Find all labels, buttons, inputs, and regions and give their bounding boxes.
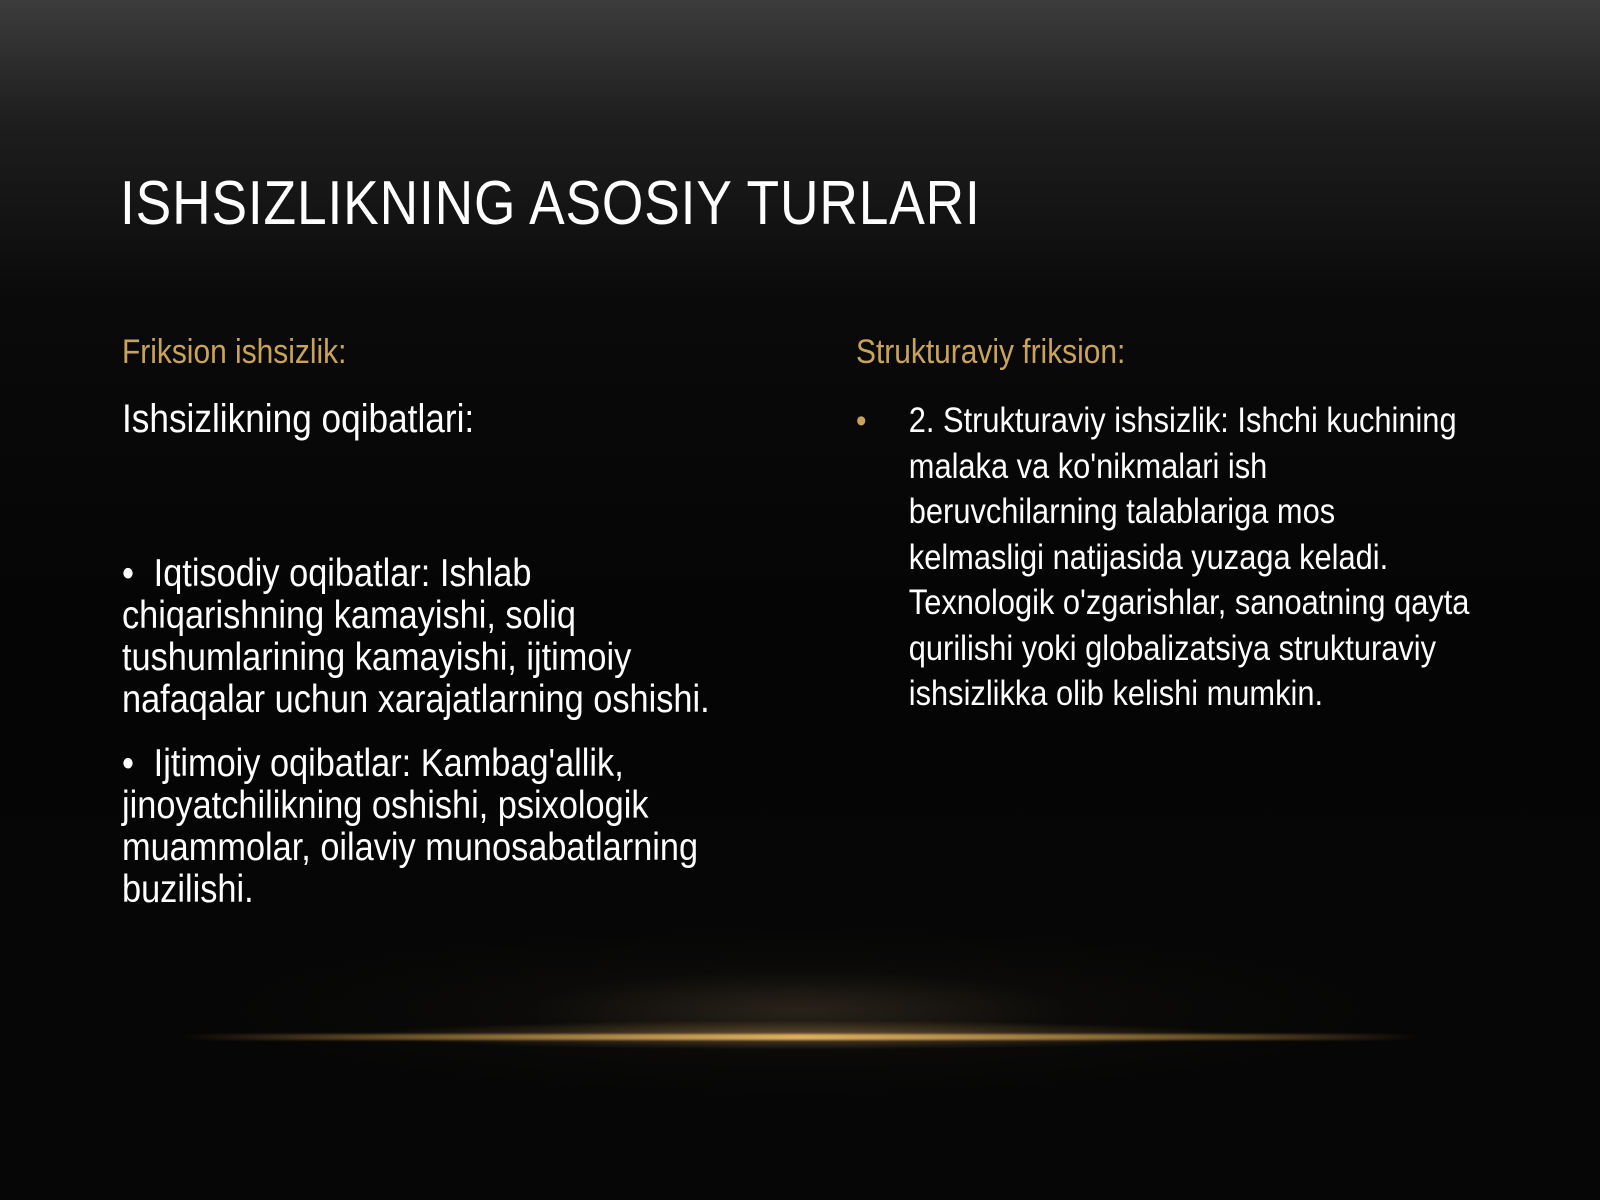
bullet-marker: • bbox=[856, 402, 867, 440]
left-subheading: Ishsizlikning oqibatlari: bbox=[122, 397, 475, 441]
left-column-heading: Friksion ishsizlik: bbox=[122, 333, 347, 371]
slide-title: ISHSIZLIKNING ASOSIY TURLARI bbox=[120, 169, 981, 238]
bullet-marker: • bbox=[122, 742, 135, 785]
decorative-gold-line bbox=[180, 1034, 1420, 1040]
right-column-heading: Strukturaviy friksion: bbox=[856, 333, 1126, 371]
right-bullet-item bbox=[856, 398, 1472, 717]
paragraph-text: Iqtisodiy oqibatlar: Ishlab chiqarishning kamayishi, soliq tushumlarining kamayishi, ijtimoiy nafaqalar uchun xarajatlarning oshishi. bbox=[122, 552, 710, 721]
right-bullet-text: 2. Strukturaviy ishsizlik: Ishchi kuchining malaka va ko'nikmalari ish beruvchilarning talablariga mos kelmasligi natijasida yuzaga keladi. Texnologik o'zgarishlar, sanoatning qayta qurilishi yoki globalizatsiya strukturaviy ishsizlikka olib kelishi mumkin. bbox=[908, 401, 1470, 713]
paragraph-text: Ijtimoiy oqibatlar: Kambag'allik, jinoyatchilikning oshishi, psixologik muammolar, oilaviy munosabatlarning buzilishi. bbox=[122, 742, 699, 911]
bullet-marker: • bbox=[122, 552, 135, 595]
right-column-body bbox=[856, 398, 1476, 717]
left-column-body bbox=[122, 395, 710, 933]
left-paragraph-economic bbox=[122, 553, 738, 721]
left-paragraph-social bbox=[122, 743, 738, 911]
